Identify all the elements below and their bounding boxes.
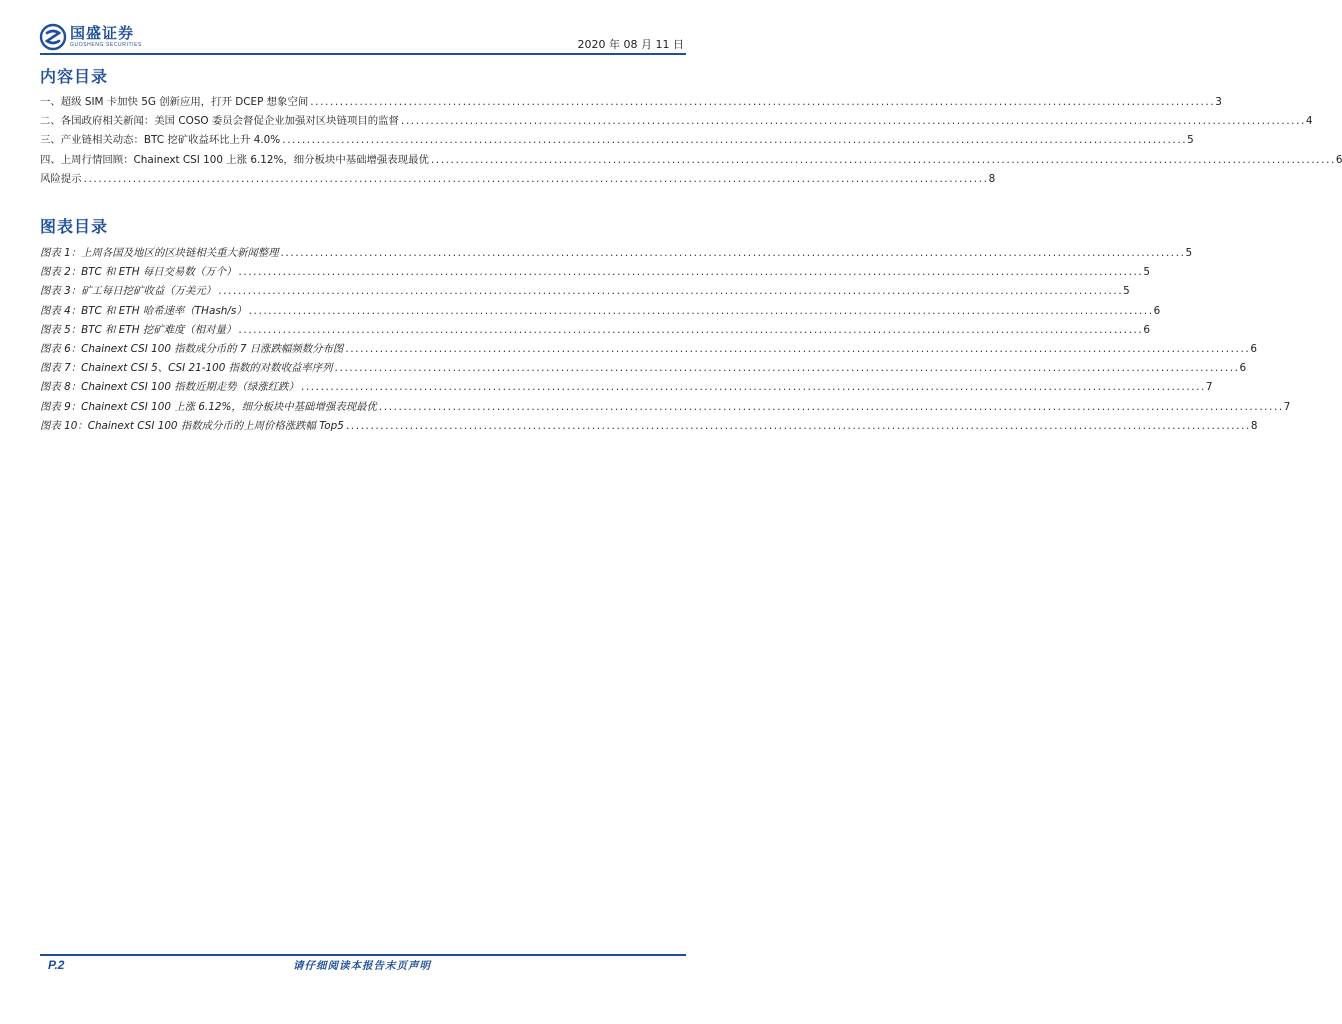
figure-entry[interactable] bbox=[40, 302, 1161, 321]
page-header bbox=[40, 22, 686, 54]
toc-leader-dots: ........................................................................................................................................................................................ bbox=[429, 155, 1335, 166]
figure-entry[interactable] bbox=[40, 359, 1247, 378]
toc-entry-text: 二、各国政府相关新闻：美国 COSO 委员会督促企业加强对区块链项目的监督 bbox=[40, 115, 399, 128]
toc-leader-dots: ........................................................................................................................................................................................ bbox=[217, 287, 1123, 298]
toc-entry-text: 四、上周行情回顾：Chainext CSI 100 上涨 6.12%，细分板块中基础增强表现最优 bbox=[40, 153, 429, 166]
figure-entry-page: 6 bbox=[1250, 342, 1257, 355]
footer-divider bbox=[40, 954, 686, 956]
figure-entry[interactable] bbox=[40, 417, 1258, 436]
toc-leader-dots: ........................................................................................................................................................................................ bbox=[399, 117, 1305, 128]
guosheng-logo-icon bbox=[40, 24, 66, 50]
toc-entry-text: 风险提示 bbox=[40, 172, 82, 185]
toc-leader-dots: ........................................................................................................................................................................................ bbox=[247, 306, 1153, 317]
figure-entry-page: 5 bbox=[1123, 285, 1130, 298]
report-date: 2020 年 08 月 11 日 bbox=[577, 38, 684, 51]
figure-entry-page: 5 bbox=[1143, 266, 1150, 279]
logo-english-name: GUOSHENG SECURITIES bbox=[70, 42, 142, 48]
toc-entry[interactable] bbox=[40, 112, 1313, 131]
toc-entry-page: 8 bbox=[988, 172, 996, 185]
figure-entry-text: 图表 9：Chainext CSI 100 上涨 6.12%，细分板块中基础增强表现最优 bbox=[40, 400, 377, 413]
figure-entry[interactable] bbox=[40, 282, 1130, 301]
disclaimer-note: 请仔细阅读本报告末页声明 bbox=[293, 960, 431, 972]
toc-leader-dots: ........................................................................................................................................................................................ bbox=[237, 325, 1143, 336]
toc-entry[interactable] bbox=[40, 93, 1222, 112]
figure-entry-page: 6 bbox=[1153, 304, 1161, 317]
toc-entry-text: 一、超级 SIM 卡加快 5G 创新应用，打开 DCEP 想象空间 bbox=[40, 96, 309, 108]
figure-entry-text: 图表 6：Chainext CSI 100 指数成分币的 7 日涨跌幅频数分布图 bbox=[40, 342, 344, 355]
figure-entry-text: 图表 2：BTC 和 ETH 每日交易数（万个） bbox=[40, 266, 237, 279]
figures-list bbox=[40, 244, 1291, 436]
figure-entry-text: 图表 3：矿工每日挖矿收益（万美元） bbox=[40, 285, 217, 298]
figure-entry-page: 6 bbox=[1239, 362, 1247, 375]
toc-leader-dots: ........................................................................................................................................................................................ bbox=[333, 364, 1239, 375]
figure-entry[interactable] bbox=[40, 263, 1150, 282]
toc-entry[interactable] bbox=[40, 131, 1194, 150]
figures-title: 图表目录 bbox=[40, 217, 109, 236]
figure-entry-page: 7 bbox=[1283, 400, 1291, 413]
company-logo bbox=[40, 22, 142, 52]
toc-leader-dots: ........................................................................................................................................................................................ bbox=[377, 402, 1283, 413]
toc-entry[interactable] bbox=[40, 151, 1342, 170]
page-number: P.2 bbox=[48, 958, 65, 972]
toc-entry-page: 4 bbox=[1305, 115, 1313, 128]
figure-entry[interactable] bbox=[40, 340, 1257, 359]
figure-entry-page: 5 bbox=[1185, 247, 1193, 259]
toc-leader-dots: ........................................................................................................................................................................................ bbox=[344, 344, 1250, 355]
figure-entry[interactable] bbox=[40, 244, 1193, 263]
toc-leader-dots: ........................................................................................................................................................................................ bbox=[279, 249, 1185, 259]
figure-entry-text: 图表 10：Chainext CSI 100 指数成分币的上周价格涨跌幅 Top5 bbox=[40, 419, 344, 432]
toc-entry-page: 6 bbox=[1335, 153, 1342, 166]
toc-leader-dots: ........................................................................................................................................................................................ bbox=[82, 174, 988, 185]
figure-entry-text: 图表 8：Chainext CSI 100 指数近期走势（绿涨红跌） bbox=[40, 381, 299, 394]
logo-chinese-name: 国盛证券 bbox=[70, 24, 135, 42]
toc-entry-text: 三、产业链相关动态：BTC 挖矿收益环比上升 4.0% bbox=[40, 134, 281, 147]
figure-entry-text: 图表 1：上周各国及地区的区块链相关重大新闻整理 bbox=[40, 247, 279, 259]
toc-entry[interactable] bbox=[40, 170, 996, 189]
figure-entry-page: 6 bbox=[1143, 323, 1150, 336]
toc-list bbox=[40, 93, 1342, 189]
figure-entry-text: 图表 7：Chainext CSI 5、CSI 21-100 指数的对数收益率序列 bbox=[40, 362, 333, 375]
toc-entry-page: 5 bbox=[1187, 134, 1194, 147]
figure-entry-text: 图表 4：BTC 和 ETH 哈希速率（THash/s） bbox=[40, 304, 247, 317]
toc-leader-dots: ........................................................................................................................................................................................ bbox=[309, 98, 1215, 108]
toc-title: 内容目录 bbox=[40, 67, 109, 86]
toc-leader-dots: ........................................................................................................................................................................................ bbox=[237, 268, 1143, 279]
header-divider bbox=[40, 53, 686, 55]
figure-entry[interactable] bbox=[40, 398, 1291, 417]
toc-leader-dots: ........................................................................................................................................................................................ bbox=[281, 136, 1187, 147]
figure-entry-page: 7 bbox=[1205, 381, 1213, 394]
toc-leader-dots: ........................................................................................................................................................................................ bbox=[299, 383, 1205, 394]
figure-entry[interactable] bbox=[40, 321, 1150, 340]
figure-entry[interactable] bbox=[40, 378, 1213, 397]
figure-entry-text: 图表 5：BTC 和 ETH 挖矿难度（相对量） bbox=[40, 323, 237, 336]
figure-entry-page: 8 bbox=[1250, 419, 1258, 432]
toc-entry-page: 3 bbox=[1215, 96, 1222, 108]
toc-leader-dots: ........................................................................................................................................................................................ bbox=[344, 421, 1250, 432]
